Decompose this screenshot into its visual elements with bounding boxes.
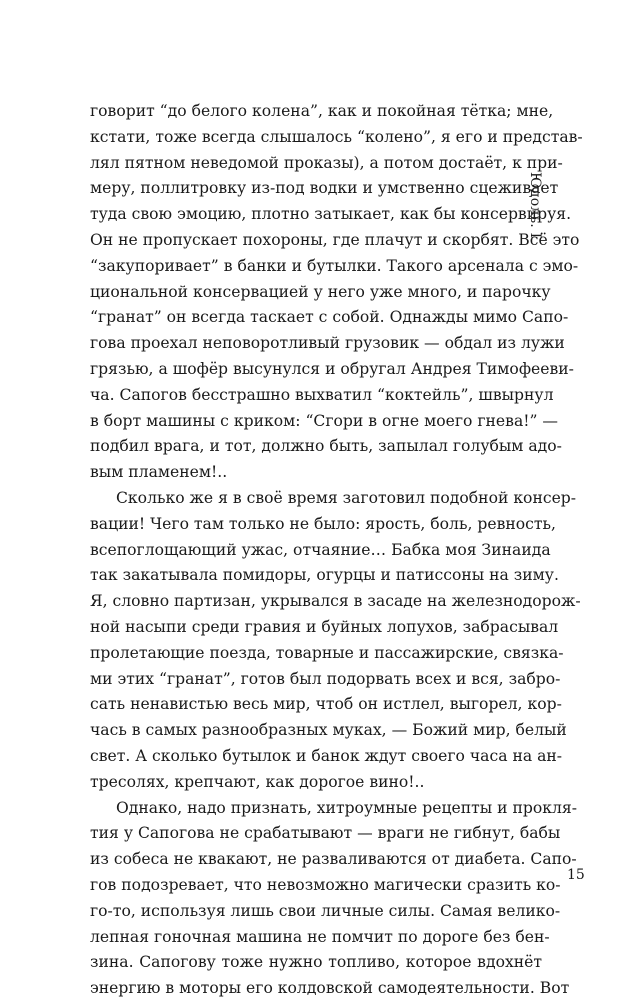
text-line: сать ненавистью весь мир, чтоб он истлел, выгорел, кор- <box>90 695 562 714</box>
text-line-paragraph-end: тресолях, крепчают, как дорогое вино!.. <box>90 772 425 791</box>
text-line: энергию в моторы его колдовской самодеятельности. Вот <box>90 979 570 998</box>
text-line: так закатывала помидоры, огурцы и патиссоны на зиму. <box>90 566 559 585</box>
text-line: вации! Чего там только не было: ярость, боль, ревность, <box>90 514 556 533</box>
text-line: циональной консервацией у него уже много, и парочку <box>90 282 551 301</box>
text-line: туда свою эмоцию, плотно затыкает, как бы консервируя. <box>90 205 572 224</box>
text-line: лял пятном неведомой проказы), а потом достаёт, к при- <box>90 153 563 172</box>
text-line: подбил врага, и тот, должно быть, запылал голубым адо- <box>90 437 562 456</box>
text-line: Я, словно партизан, укрывался в засаде на железнодорож- <box>90 592 581 611</box>
text-line: кстати, тоже всегда слышалось “колено”, я его и представ- <box>90 127 583 146</box>
text-line: чась в самых разнообразных муках, — Божий мир, белый <box>90 721 567 740</box>
text-line: говорит “до белого колена”, как и покойная тётка; мне, <box>90 102 554 120</box>
text-line: пролетающие поезда, товарные и пассажирские, связка- <box>90 643 564 662</box>
text-line: гова проехал неповоротливый грузовик — обдал из лужи <box>90 334 565 353</box>
text-line: гов подозревает, что невозможно магически сразить ко- <box>90 875 561 894</box>
text-line: го-то, используя лишь свои личные силы. Самая велико- <box>90 901 561 920</box>
text-line-paragraph-end: вым пламенем!.. <box>90 463 228 482</box>
text-line: ча. Сапогов бесстрашно выхватил “коктейль”, швырнул <box>90 385 554 404</box>
text-line: ной насыпи среди гравия и буйных лопухов, забрасывал <box>90 617 559 636</box>
text-line: в борт машины с криком: “Сгори в огне моего гнева!” — <box>90 411 559 430</box>
text-line-paragraph-start: Сколько же я в своё время заготовил подобной консер- <box>116 488 577 507</box>
text-line: “гранат” он всегда таскает с собой. Однажды мимо Сапо- <box>90 308 569 327</box>
text-line: тия у Сапогова не срабатывают — враги не гибнут, бабы <box>90 824 561 843</box>
text-line: Он не пропускает похороны, где плачут и скорбят. Всё это <box>90 230 580 249</box>
running-head: Юдоль. I <box>527 172 543 239</box>
text-line: из собеса не квакают, не разваливаются от диабета. Сапо- <box>90 850 577 869</box>
text-line: грязью, а шофёр высунулся и обругал Андрея Тимофееви- <box>90 359 574 378</box>
text-line-paragraph-start: Однако, надо признать, хитроумные рецепты и прокля- <box>116 798 577 817</box>
page-number: 15 <box>567 867 585 883</box>
text-line: всепоглощающий ужас, отчаяние… Бабка моя Зинаида <box>90 540 551 559</box>
text-line: ми этих “гранат”, готов был подорвать всех и вся, забро- <box>90 669 561 688</box>
text-line: зина. Сапогову тоже нужно топливо, которое вдохнёт <box>90 953 542 972</box>
text-line: меру, поллитровку из-под водки и умственно сцеживает <box>90 179 559 198</box>
text-line: “закупоривает” в банки и бутылки. Такого арсенала с эмо- <box>90 256 579 275</box>
text-line: свет. А сколько бутылок и банок ждут своего часа на ан- <box>90 746 563 765</box>
text-line: лепная гоночная машина не помчит по дороге без бен- <box>90 927 550 946</box>
